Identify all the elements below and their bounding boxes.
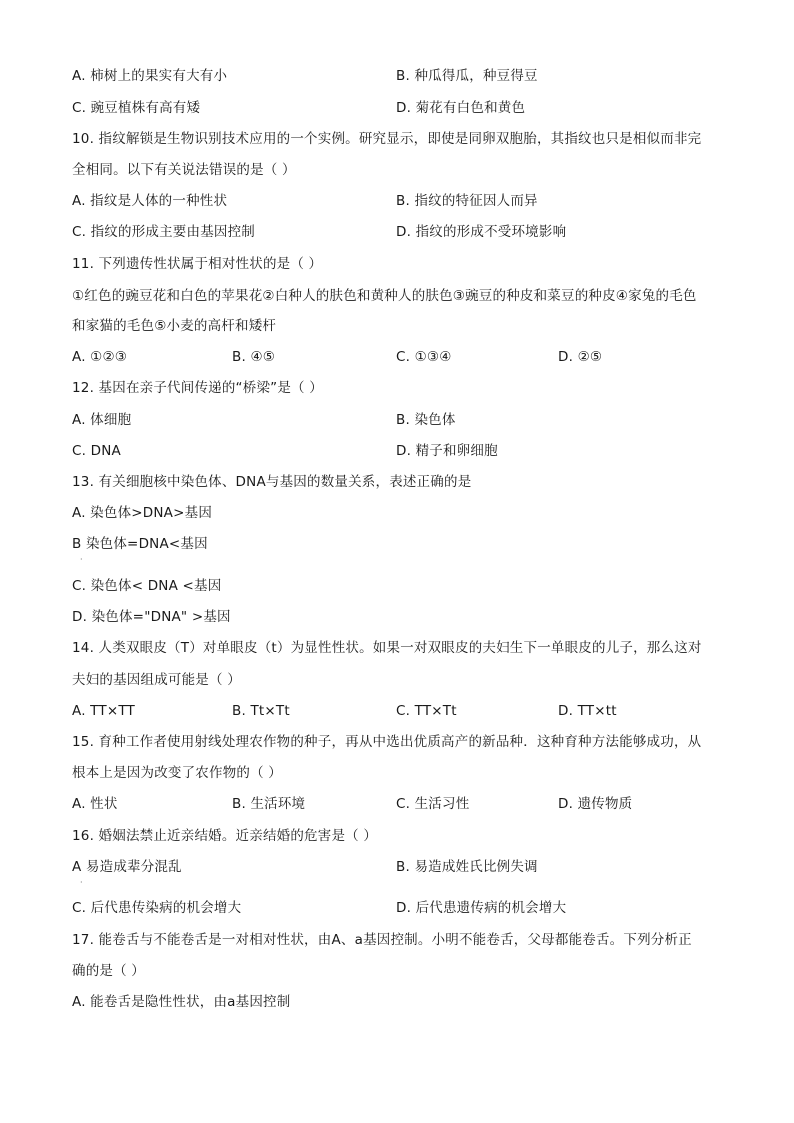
q16-option-a: A 易造成辈分混乱 (72, 859, 182, 875)
q15-stem-line2: 根本上是因为改变了农作物的（ ） (72, 765, 282, 781)
q15-option-d: D. 遗传物质 (558, 796, 633, 812)
q14-option-d: D. TT×tt (558, 703, 617, 719)
q13-option-b: B 染色体=DNA<基因 (72, 536, 208, 552)
q9-option-d: D. 菊花有白色和黄色 (396, 100, 526, 116)
q13-option-a: A. 染色体>DNA>基因 (72, 505, 213, 521)
q13-stem: 13. 有关细胞核中染色体、DNA与基因的数量关系，表述正确的是 (72, 474, 472, 490)
q9-option-a: A. 柿树上的果实有大有小 (72, 68, 228, 84)
q14-stem-line2: 夫妇的基因组成可能是（ ） (72, 672, 241, 688)
q12-stem: 12. 基因在亲子代间传递的“桥梁”是（ ） (72, 380, 323, 396)
q11-stem: 11. 下列遗传性状属于相对性状的是（ ） (72, 256, 323, 272)
q15-option-a: A. 性状 (72, 796, 118, 812)
q10-stem-line1: 10. 指纹解锁是生物识别技术应用的一个实例。研究显示，即使是同卵双胞胎，其指纹也只是相似而非完 (72, 131, 702, 147)
q16-stem: 16. 婚姻法禁止近亲结婚。近亲结婚的危害是（ ） (72, 828, 378, 844)
q15-option-c: C. 生活习性 (396, 796, 470, 812)
q12-option-a: A. 体细胞 (72, 412, 132, 428)
q10-option-a: A. 指纹是人体的一种性状 (72, 193, 228, 209)
q11-option-b: B. ④⑤ (232, 349, 276, 365)
q16-a-mark: · (80, 878, 83, 887)
q14-option-c: C. TT×Tt (396, 703, 457, 719)
q12-option-b: B. 染色体 (396, 412, 456, 428)
q15-option-b: B. 生活环境 (232, 796, 306, 812)
q11-body-line1: ①红色的豌豆花和白色的苹果花②白种人的肤色和黄种人的肤色③豌豆的种皮和菜豆的种皮④家兔的毛色 (72, 288, 697, 304)
q10-option-c: C. 指纹的形成主要由基因控制 (72, 224, 256, 240)
q17-stem-line2: 确的是（ ） (72, 963, 145, 979)
q13-b-mark: · (80, 555, 83, 564)
q11-option-c: C. ①③④ (396, 349, 452, 365)
q11-option-d: D. ②⑤ (558, 349, 603, 365)
q14-option-b: B. Tt×Tt (232, 703, 290, 719)
q14-stem-line1: 14. 人类双眼皮（T）对单眼皮（t）为显性性状。如果一对双眼皮的夫妇生下一单眼皮的儿子，那么这对 (72, 640, 702, 656)
q12-option-d: D. 精子和卵细胞 (396, 443, 498, 459)
q15-stem-line1: 15. 育种工作者使用射线处理农作物的种子，再从中选出优质高产的新品种．这种育种方法能够成功，从 (72, 734, 702, 750)
q16-option-b: B. 易造成姓氏比例失调 (396, 859, 538, 875)
q11-body-line2: 和家猫的毛色⑤小麦的高杆和矮杆 (72, 318, 277, 334)
q13-option-c: C. 染色体< DNA <基因 (72, 578, 222, 594)
q16-option-c: C. 后代患传染病的机会增大 (72, 900, 242, 916)
q10-option-b: B. 指纹的特征因人而异 (396, 193, 538, 209)
q9-option-b: B. 种瓜得瓜，种豆得豆 (396, 68, 538, 84)
q16-option-d: D. 后代患遗传病的机会增大 (396, 900, 567, 916)
q14-option-a: A. TT×TT (72, 703, 136, 719)
q12-option-c: C. DNA (72, 443, 121, 459)
q9-option-c: C. 豌豆植株有高有矮 (72, 100, 201, 116)
q17-option-a: A. 能卷舌是隐性性状，由a基因控制 (72, 994, 291, 1010)
q13-option-d: D. 染色体="DNA" >基因 (72, 609, 231, 625)
q17-stem-line1: 17. 能卷舌与不能卷舌是一对相对性状，由A、a基因控制。小明不能卷舌，父母都能卷舌。下列分析正 (72, 932, 692, 948)
q10-option-d: D. 指纹的形成不受环境影响 (396, 224, 567, 240)
q11-option-a: A. ①②③ (72, 349, 128, 365)
q10-stem-line2: 全相同。以下有关说法错误的是（ ） (72, 162, 296, 178)
